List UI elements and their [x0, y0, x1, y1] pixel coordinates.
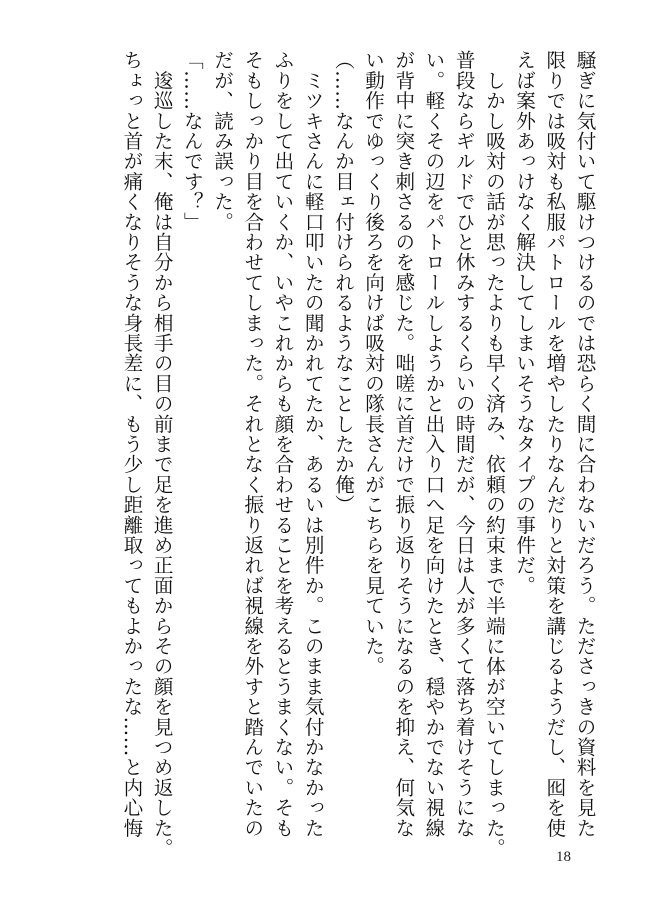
text-line: （……なんか目ェ付けられるようなことしたか俺）	[331, 50, 355, 515]
page-number: 18	[556, 849, 571, 865]
text-line: そもしっかり目を合わせてしまった。それとなく振り返れば視線を外すと踏んでいたの	[240, 50, 264, 838]
text-line: 限りでは吸対も私服パトロールを増やしたりなんだりと対策を講じるようだし、囮を使	[542, 50, 566, 838]
text-line: が背中に突き刺さるのを感じた。咄嗟に首だけで振り返りそうになるのを抑え、何気な	[391, 50, 415, 838]
text-line: ミツキさんに軽口叩いたの聞かれてたか、あるいは別件か。このまま気付かなかった	[301, 50, 325, 838]
text-line: 逡巡した末、俺は自分から相手の目の前まで足を進め正面からその顔を見つめ返した。	[150, 50, 174, 858]
text-line: 「……なんです？」	[180, 50, 204, 232]
text-line: い。軽くその辺をパトロールしようかと出入り口へ足を向けたとき、穏やかでない視線	[421, 50, 445, 838]
text-line: えば案外あっけなく解決してしまいそうなタイプの事件だ。	[512, 50, 536, 596]
text-line: 騒ぎに気付いて駆けつけるのでは恐らく間に合わないだろう。たださっきの資料を見た	[573, 50, 596, 838]
text-line: ふりをして出ていくか、いやこれからも顔を合わせることを考えるとうまくない。そも	[270, 50, 294, 838]
text-line: い動作でゆっくり後ろを向けば吸対の隊長さんがこちらを見ていた。	[361, 50, 385, 677]
text-line: ちょっと首が痛くなりそうな身長差に、もう少し距離取ってもよかったな……と内心悔	[119, 50, 143, 838]
text-line: しかし吸対の話が思ったよりも早く済み、依頼の約束まで半端に体が空いてしまった。	[482, 50, 506, 858]
text-line: だが、読み誤った。	[210, 50, 234, 232]
text-line: 普段ならギルドでひと休みするくらいの時間だが、今日は人が多くて落ち着けそうにな	[452, 50, 476, 838]
